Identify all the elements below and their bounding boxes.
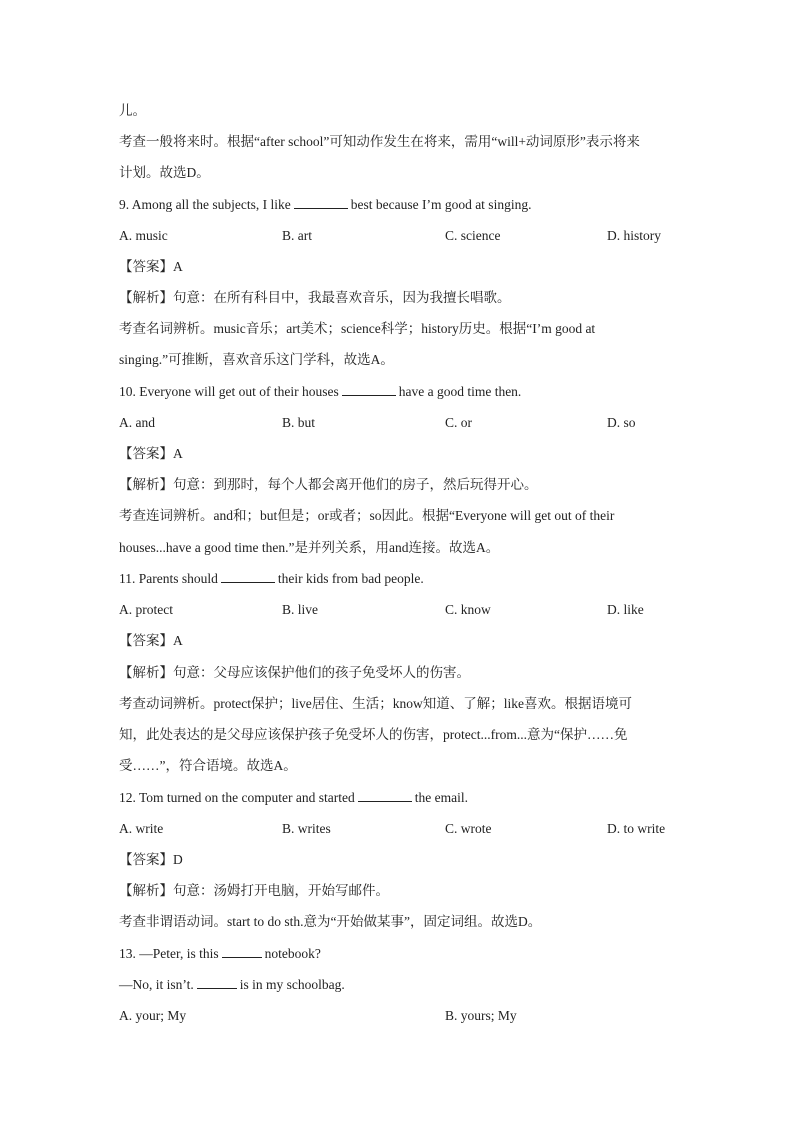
option-d: D. history: [607, 228, 661, 243]
explanation-line: 受……”，符合语境。故选A。: [119, 758, 297, 773]
option-c: C. know: [445, 602, 491, 617]
explanation-line: 考查非谓语动词。start to do sth.意为“开始做某事”，固定词组。故选D。: [119, 914, 542, 929]
option-b: B. yours; My: [445, 1008, 517, 1023]
question-9: [119, 196, 531, 214]
explanation-line: 考查名词辨析。music音乐；art美术；science科学；history历史。根据“I’m good at: [119, 321, 596, 336]
question-stem: is in my schoolbag.: [239, 977, 345, 992]
answer-line: 【答案】A: [119, 446, 183, 461]
answer-blank: [197, 976, 237, 989]
option-b: B. but: [282, 415, 316, 430]
question-13-reply: [119, 976, 345, 994]
option-c: C. science: [445, 228, 501, 243]
explanation-line: houses...have a good time then.”是并列关系，用and连接。故选A。: [119, 540, 500, 555]
option-c: C. or: [445, 415, 472, 430]
option-c: C. wrote: [445, 821, 492, 836]
explanation-line: 【解析】句意：汤姆打开电脑，开始写邮件。: [119, 883, 389, 898]
question-stem: 13. —Peter, is this: [119, 946, 219, 961]
question-stem: —No, it isn’t.: [119, 977, 194, 992]
question-stem: have a good time then.: [398, 384, 522, 399]
question-stem: 12. Tom turned on the computer and started: [119, 790, 355, 805]
explanation-line: singing.”可推断，喜欢音乐这门学科，故选A。: [119, 352, 394, 367]
answer-blank: [221, 570, 275, 583]
explanation-line: 考查动词辨析。protect保护；live居住、生活；know知道、了解；like喜欢。根据语境可: [119, 696, 632, 711]
option-b: B. art: [282, 228, 312, 243]
option-a: A. protect: [119, 602, 173, 617]
option-b: B. writes: [282, 821, 331, 836]
question-stem: 10. Everyone will get out of their houses: [119, 384, 339, 399]
explanation-line: 【解析】句意：到那时，每个人都会离开他们的房子，然后玩得开心。: [119, 477, 538, 492]
answer-blank: [342, 383, 396, 396]
answer-line: 【答案】A: [119, 633, 183, 648]
question-stem: notebook?: [264, 946, 321, 961]
question-stem: 11. Parents should: [119, 571, 218, 586]
option-d: D. so: [607, 415, 636, 430]
question-13: [119, 945, 321, 963]
option-a: A. and: [119, 415, 155, 430]
explanation-line: 【解析】句意：父母应该保护他们的孩子免受坏人的伤害。: [119, 665, 470, 680]
answer-line: 【答案】D: [119, 852, 183, 867]
question-12: [119, 789, 468, 807]
option-a: A. write: [119, 821, 164, 836]
question-stem: 9. Among all the subjects, I like: [119, 197, 291, 212]
answer-blank: [358, 789, 412, 802]
option-a: A. your; My: [119, 1008, 187, 1023]
question-11: [119, 570, 424, 588]
text-line: 考查一般将来时。根据“after school”可知动作发生在将来，需用“will+动词原形”表示将来: [119, 134, 640, 149]
option-a: A. music: [119, 228, 168, 243]
explanation-line: 【解析】句意：在所有科目中，我最喜欢音乐，因为我擅长唱歌。: [119, 290, 511, 305]
text-line: 儿。: [119, 103, 146, 118]
explanation-line: 知，此处表达的是父母应该保护孩子免受坏人的伤害，protect...from...意为“保护……免: [119, 727, 628, 742]
answer-blank: [294, 196, 348, 209]
answer-line: 【答案】A: [119, 259, 183, 274]
answer-blank: [222, 945, 262, 958]
text-line: 计划。故选D。: [119, 165, 210, 180]
option-d: D. like: [607, 602, 644, 617]
question-stem: best because I’m good at singing.: [350, 197, 532, 212]
question-stem: their kids from bad people.: [277, 571, 424, 586]
explanation-line: 考查连词辨析。and和；but但是；or或者；so因此。根据“Everyone will get out of their: [119, 508, 615, 523]
question-10: [119, 383, 521, 401]
option-d: D. to write: [607, 821, 666, 836]
question-stem: the email.: [414, 790, 468, 805]
option-b: B. live: [282, 602, 318, 617]
